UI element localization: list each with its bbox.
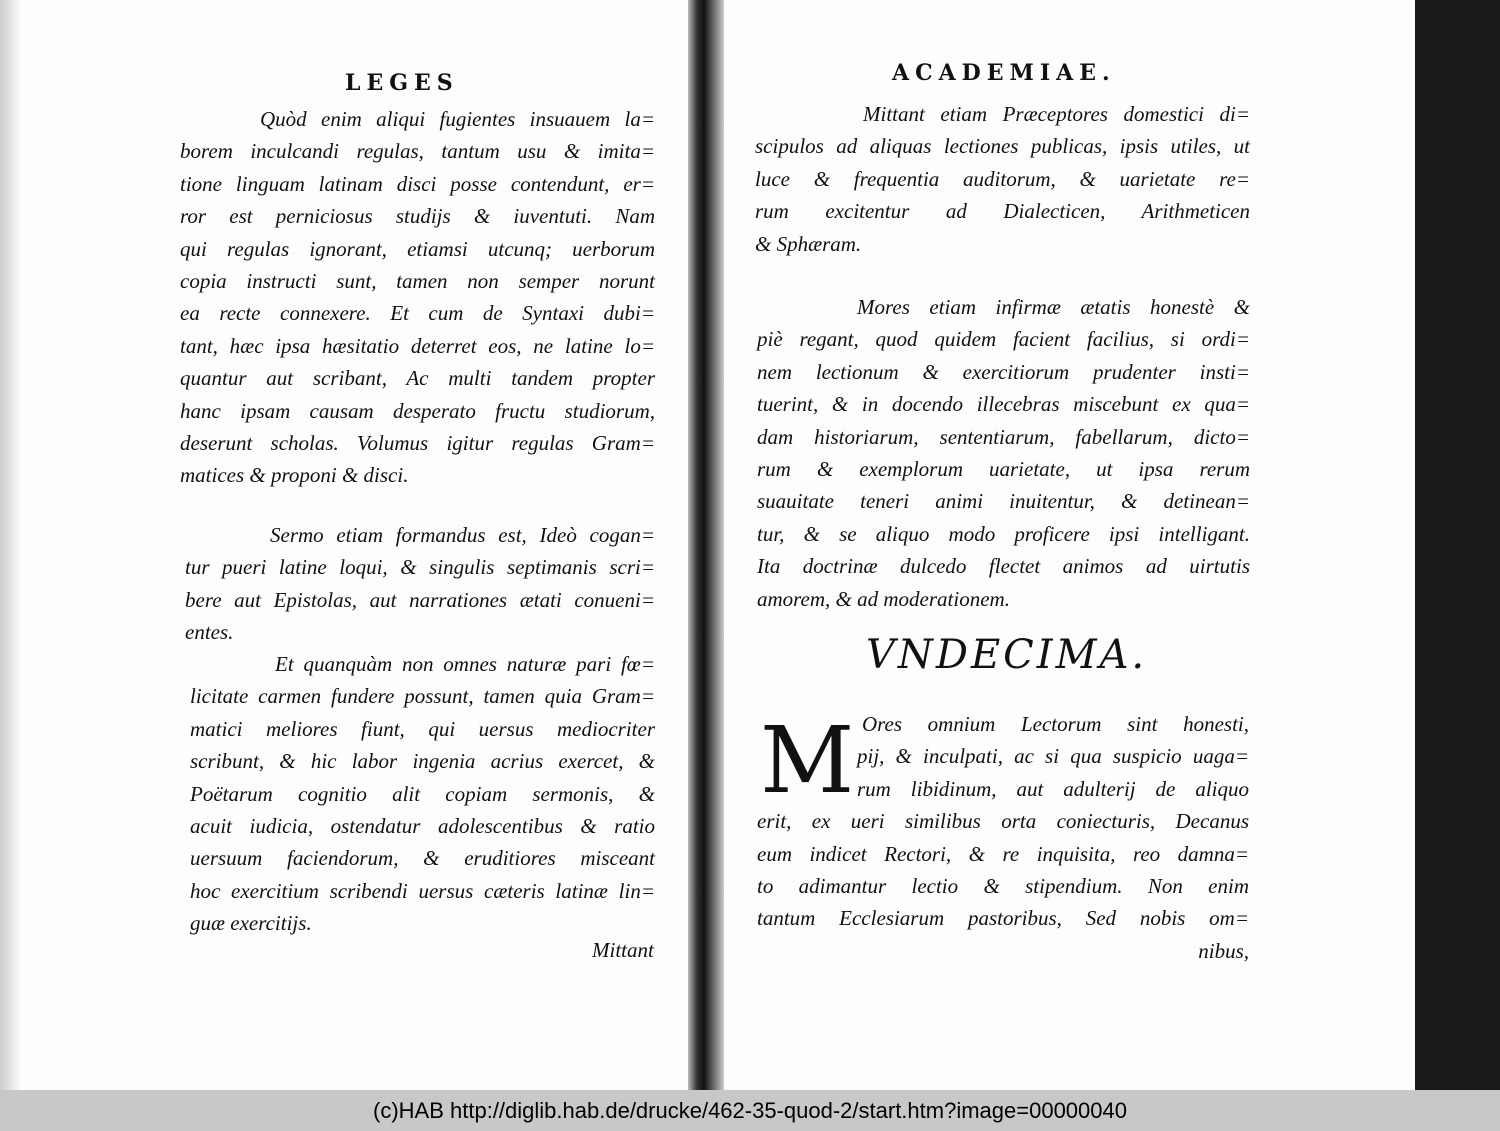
text-line: Quòd enim aliqui fugientes insuauem la= xyxy=(260,107,655,131)
text-line: Poëtarum cognitio alit copiam sermonis, & xyxy=(190,781,655,806)
text-line: & Sphæram. xyxy=(755,231,862,256)
text-line: tuerint, & in docendo illecebras miscebunt ex qua= xyxy=(757,392,1250,417)
running-title-right: ACADEMIAE. xyxy=(892,60,1116,86)
left-paragraph-3 xyxy=(190,648,655,940)
text-line: copia instructi sunt, tamen non semper norunt xyxy=(180,269,655,294)
left-paragraph-1 xyxy=(180,103,655,492)
text-line: suauitate teneri animi inuitentur, & detinean= xyxy=(757,489,1250,514)
text-line: rum excitentur ad Dialecticen, Arithmeticen xyxy=(755,199,1250,224)
text-line: ea recte connexere. Et cum de Syntaxi dubi= xyxy=(180,301,655,326)
text-line: uersuum faciendorum, & eruditiores misceant xyxy=(190,846,655,871)
text-line: Mittant etiam Præceptores domestici di= xyxy=(863,102,1250,126)
text-line: scipulos ad aliquas lectiones publicas, ipsis utiles, ut xyxy=(755,134,1250,159)
text-line: matices & proponi & disci. xyxy=(180,463,409,488)
text-line: Ita doctrinæ dulcedo flectet animos ad uirtutis xyxy=(757,554,1250,579)
text-line: tur, & se aliquo modo proficere ipsi intelligant. xyxy=(757,521,1250,546)
text-line: tur pueri latine loqui, & singulis septimanis scri= xyxy=(185,555,655,580)
text-line: dam historiarum, sententiarum, fabellarum, dicto= xyxy=(757,424,1250,449)
text-line: hanc ipsam causam desperato fructu studiorum, xyxy=(180,398,655,423)
catchword: Mittant xyxy=(592,938,654,962)
text-line: quantur aut scribant, Ac multi tandem propter xyxy=(180,366,655,391)
text-line: bere aut Epistolas, aut narrationes ætati conueni= xyxy=(185,587,655,612)
text-line: hoc exercitium scribendi uersus cæteris latinæ lin= xyxy=(190,878,655,903)
scan-background-edge xyxy=(1415,0,1500,1090)
text-line: nibus, xyxy=(1198,938,1249,963)
copyright-footer: (c)HAB http://diglib.hab.de/drucke/462-35-quod-2/start.htm?image=00000040 xyxy=(0,1090,1500,1131)
text-line: amorem, & ad moderationem. xyxy=(757,586,1010,611)
drop-cap: M xyxy=(760,707,855,814)
text-line: Et quanquàm non omnes naturæ pari fœ= xyxy=(275,652,655,676)
text-line: rum & exemplorum uarietate, ut ipsa rerum xyxy=(757,457,1250,482)
text-line: acuit iudicia, ostendatur adolescentibus & ratio xyxy=(190,814,655,839)
text-line: qui regulas ignorant, etiamsi utcunq; uerborum xyxy=(180,236,655,261)
text-line: Sermo etiam formandus est, Ideò cogan= xyxy=(270,523,655,547)
text-line: deserunt scholas. Volumus igitur regulas Gram= xyxy=(180,431,655,456)
text-line: piè regant, quod quidem facient facilius, si ordi= xyxy=(757,327,1250,352)
text-line: nem lectionum & exercitiorum prudenter insti= xyxy=(757,359,1250,384)
text-line: luce & frequentia auditorum, & uarietate re= xyxy=(755,166,1250,191)
text-line: rum libidinum, aut adulterij de aliquo xyxy=(857,776,1249,801)
right-paragraph-1 xyxy=(755,98,1250,260)
text-line: borem inculcandi regulas, tantum usu & imita= xyxy=(180,139,655,164)
text-line: tione linguam latinam disci posse contendunt, er= xyxy=(180,171,655,196)
text-line: tant, hæc ipsa hæsitatio deterret eos, ne latine lo= xyxy=(180,333,655,358)
text-line: tantum Ecclesiarum pastoribus, Sed nobis om= xyxy=(757,906,1249,931)
book-spine xyxy=(688,0,724,1090)
page-edge-left xyxy=(0,0,22,1090)
right-paragraph-2 xyxy=(757,291,1250,615)
text-line: erit, ex ueri similibus orta coniecturis, Decanus xyxy=(757,809,1249,834)
text-line: scribunt, & hic labor ingenia acrius exercet, & xyxy=(190,749,655,774)
text-line: guæ exercitijs. xyxy=(190,911,312,936)
text-line: Ores omnium Lectorum sint honesti, xyxy=(862,712,1249,736)
text-line: matici meliores fiunt, qui uersus mediocriter xyxy=(190,716,655,741)
section-heading: VNDECIMA. xyxy=(866,632,1148,678)
text-line: to adimantur lectio & stipendium. Non enim xyxy=(757,874,1249,899)
text-line: Mores etiam infirmæ ætatis honestè & xyxy=(857,295,1250,319)
text-line: pij, & inculpati, ac si qua suspicio uaga= xyxy=(857,744,1249,769)
text-line: ror est perniciosus studijs & iuventuti. Nam xyxy=(180,204,655,229)
left-paragraph-2 xyxy=(185,519,655,649)
text-line: eum indicet Rectori, & re inquisita, reo damna= xyxy=(757,841,1249,866)
running-title-left: LEGES xyxy=(345,70,459,96)
text-line: licitate carmen fundere possunt, tamen quia Gram= xyxy=(190,684,655,709)
right-final-paragraph xyxy=(757,708,1249,967)
text-line: entes. xyxy=(185,620,234,645)
